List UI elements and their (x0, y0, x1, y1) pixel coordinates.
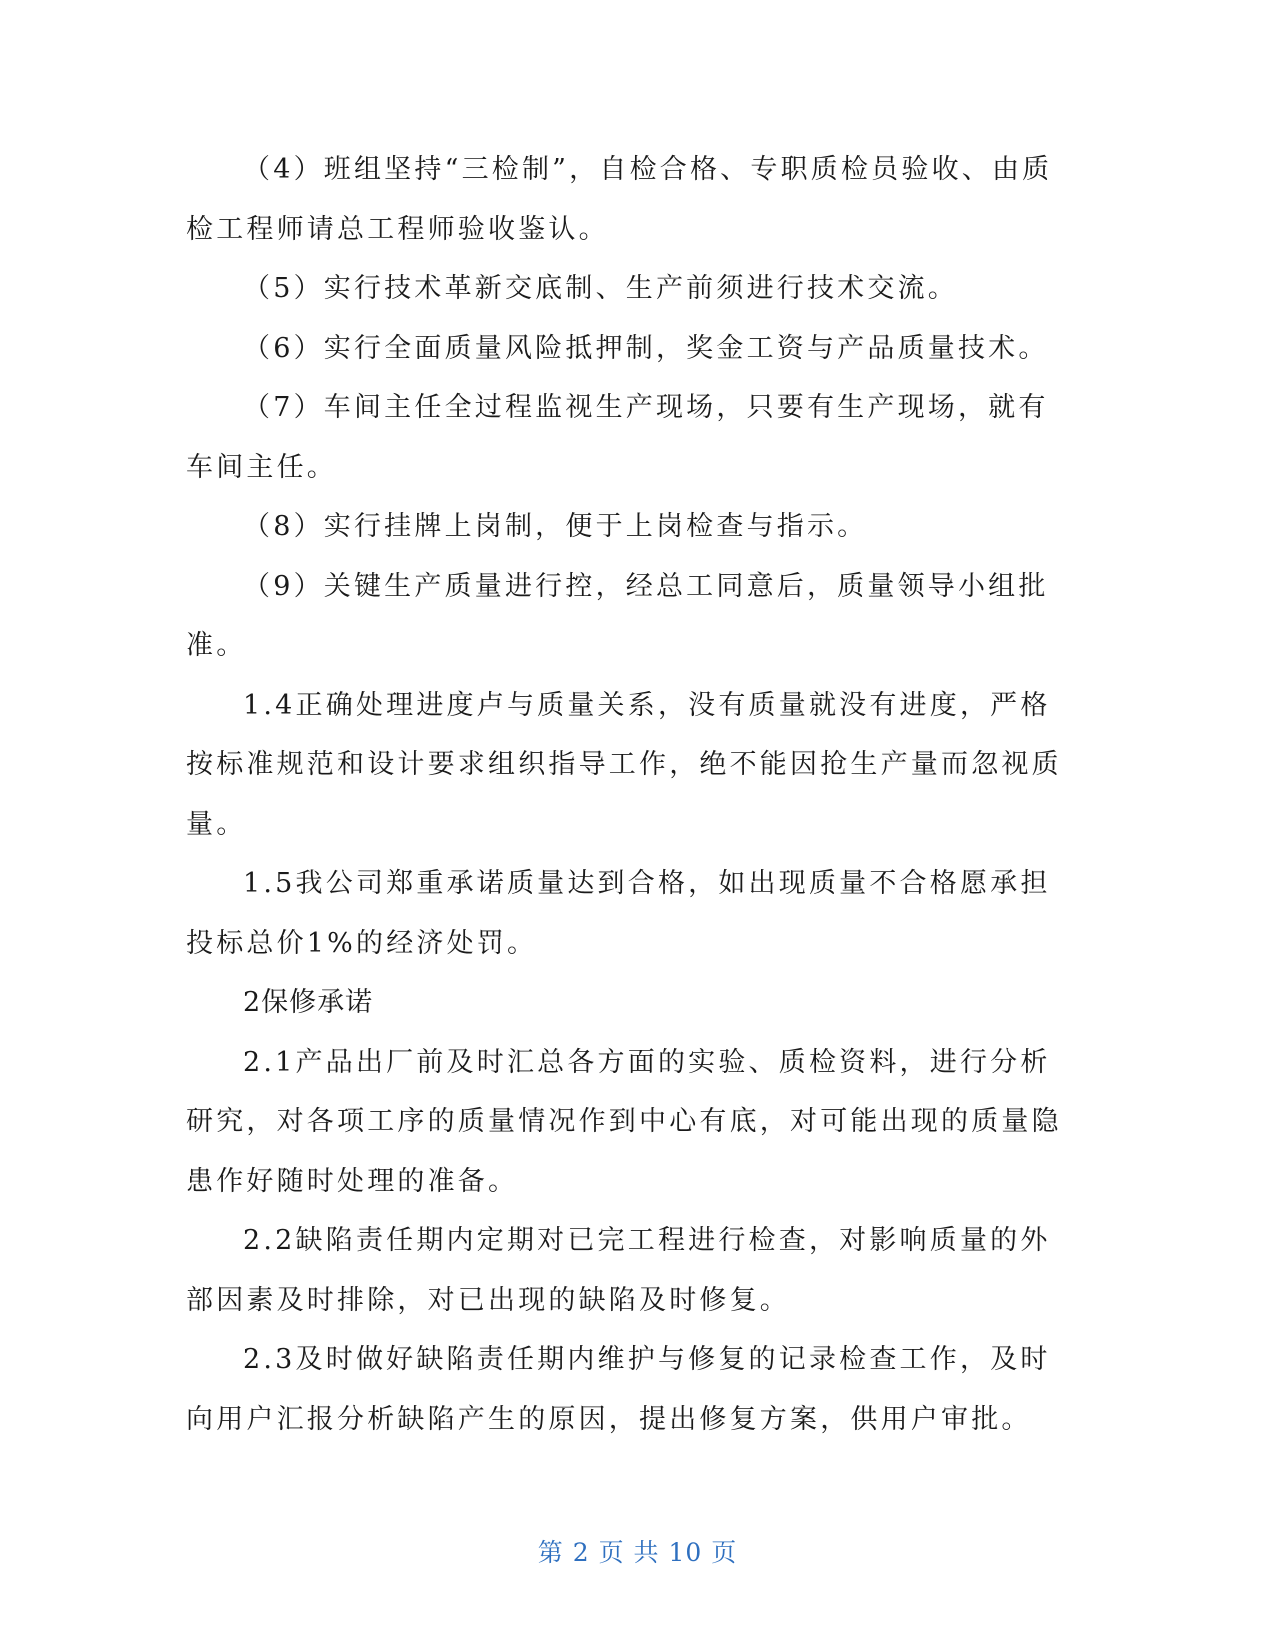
paragraph-item-9: （9）关键生产质量进行控，经总工同意后，质量领导小组批准。 (186, 570, 1049, 661)
paragraph-item-8: （8）实行挂牌上岗制，便于上岗检查与指示。 (243, 511, 868, 542)
document-body (186, 140, 1078, 1449)
paragraph-section-2-3: 2.3及时做好缺陷责任期内维护与修复的记录检查工作，及时向用户汇报分析缺陷产生的原因，提出修复方案，供用户审批。 (186, 1344, 1051, 1435)
paragraph-section-1-4: 1.4正确处理进度卢与质量关系，没有质量就没有进度，严格按标准规范和设计要求组织指导工作，绝不能因抢生产量而忽视质量。 (186, 689, 1062, 840)
section-heading-warranty: 2保修承诺 (243, 987, 374, 1018)
paragraph-item-6: （6）实行全面质量风险抵押制，奖金工资与产品质量技术。 (243, 332, 1049, 364)
paragraph-section-1-5: 1.5我公司郑重承诺质量达到合格，如出现质量不合格愿承担投标总价1%的经济处罚。 (186, 868, 1051, 959)
page-number-footer: 第 2 页 共 10 页 (537, 1538, 738, 1567)
paragraph-item-7: （7）车间主任全过程监视生产现场，只要有生产现场，就有车间主任。 (186, 392, 1049, 483)
paragraph-item-4: （4）班组坚持“三检制”，自检合格、专职质检员验收、由质检工程师请总工程师验收鉴认。 (186, 154, 1053, 245)
paragraph-section-2-1: 2.1产品出厂前及时汇总各方面的实验、质检资料，进行分析研究，对各项工序的质量情况作到中心有底，对可能出现的质量隐患作好随时处理的准备。 (186, 1046, 1062, 1197)
paragraph-section-2-2: 2.2缺陷责任期内定期对已完工程进行检查，对影响质量的外部因素及时排除，对已出现的缺陷及时修复。 (186, 1225, 1051, 1316)
paragraph-item-5: （5）实行技术革新交底制、生产前须进行技术交流。 (243, 273, 958, 304)
